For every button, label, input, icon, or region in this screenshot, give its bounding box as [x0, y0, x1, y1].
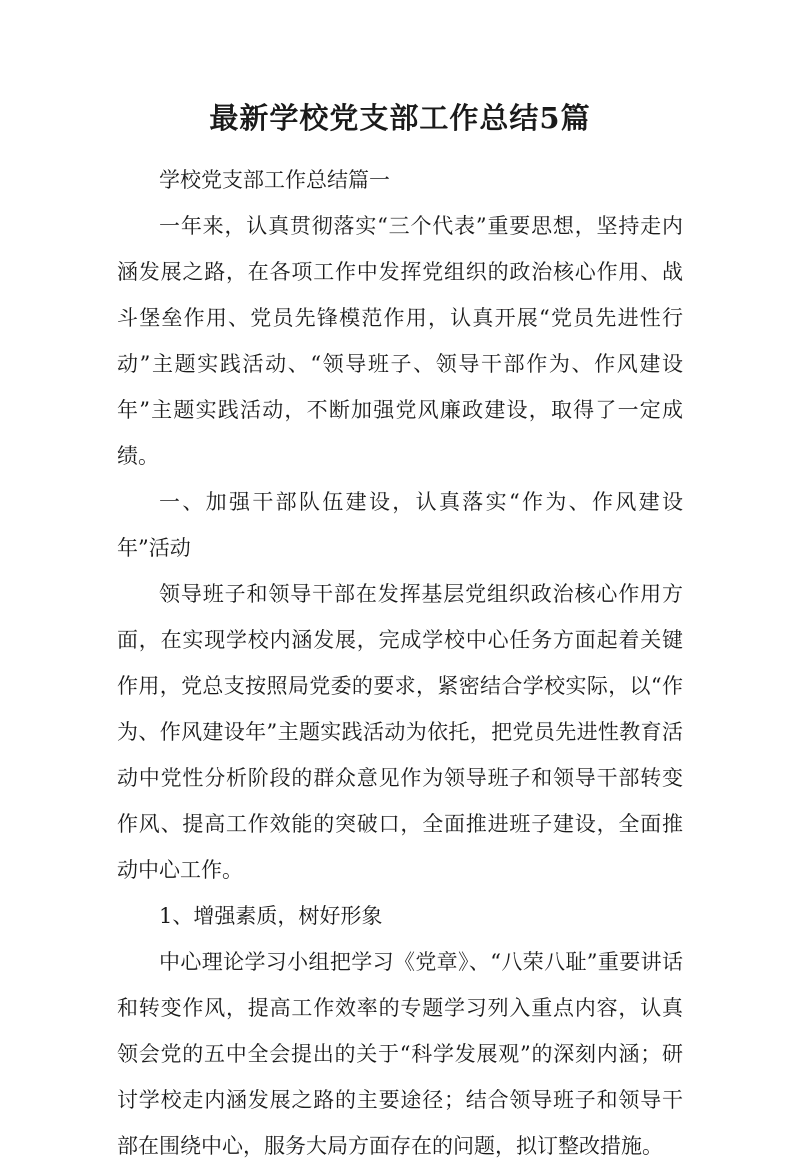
- document-body: [117, 157, 683, 1169]
- section-heading: 一、加强干部队伍建设，认真落实“作为、作风建设年”活动: [117, 490, 683, 560]
- section-heading: 学校党支部工作总结篇一: [159, 168, 390, 192]
- body-paragraph: 一年来，认真贯彻落实“三个代表”重要思想，坚持走内涵发展之路，在各项工作中发挥党组织的政治核心作用、战斗堡垒作用、党员先锋模范作用，认真开展“党员先进性行动”主题实践活动、“领导班子、领导干部作为、作风建设年”主题实践活动，不断加强党风廉政建设，取得了一定成绩。: [117, 214, 683, 468]
- body-paragraph: 领导班子和领导干部在发挥基层党组织政治核心作用方面，在实现学校内涵发展，完成学校中心任务方面起着关键作用，党总支按照局党委的要求，紧密结合学校实际，以“作为、作风建设年”主题实践活动为依托，把党员先进性教育活动中党性分析阶段的群众意见作为领导班子和领导干部转变作风、提高工作效能的突破口，全面推进班子建设，全面推动中心工作。: [117, 582, 683, 882]
- document-title: 最新学校党支部工作总结5篇: [209, 101, 591, 135]
- body-paragraph: 中心理论学习小组把学习《党章》、“八荣八耻”重要讲话和转变作风，提高工作效率的专题学习列入重点内容，认真领会党的五中全会提出的关于“科学发展观”的深刻内涵；研讨学校走内涵发展之路的主要途径；结合领导班子和领导干部在围绕中心，服务大局方面存在的问题，拟订整改措施。: [117, 950, 683, 1158]
- subsection-heading: 1、增强素质，树好形象: [159, 904, 383, 928]
